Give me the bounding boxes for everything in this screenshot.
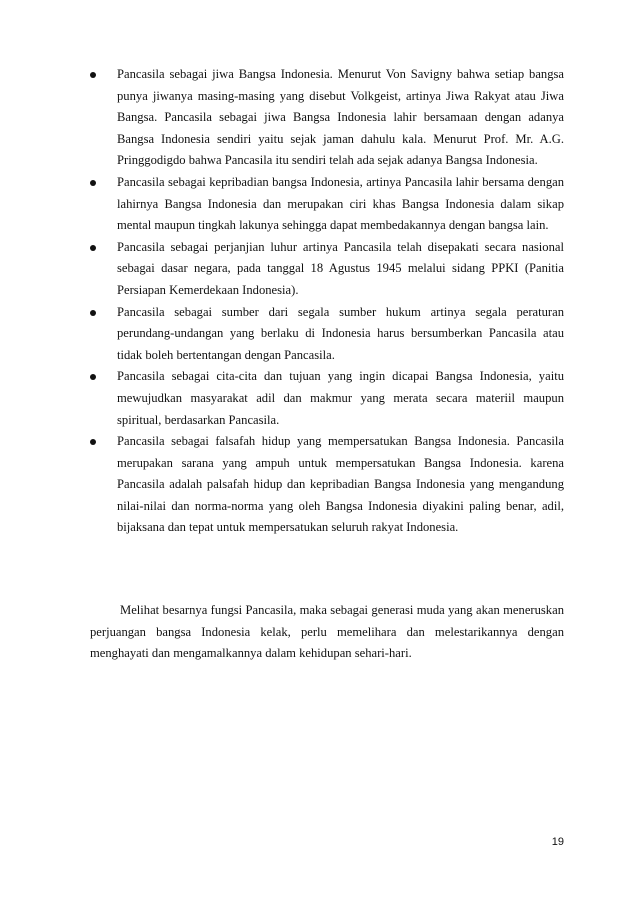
list-item <box>90 302 564 367</box>
bullet-text: Pancasila sebagai cita-cita dan tujuan yang ingin dicapai Bangsa Indonesia, yaitu mewujudkan masyarakat adil dan makmur yang merata secara materiil maupun spiritual, berdasarkan Pancasila. <box>117 369 564 427</box>
bullet-dot-icon <box>90 72 96 78</box>
bullet-dot-icon <box>90 374 96 380</box>
bullet-text: Pancasila sebagai kepribadian bangsa Indonesia, artinya Pancasila lahir bersama dengan lahirnya Bangsa Indonesia dan merupakan ciri khas Bangsa Indonesia dalam sikap mental maupun tingkah lakunya sehingga dapat membedakannya dengan bangsa lain. <box>117 174 564 233</box>
bullet-dot-icon <box>90 310 96 316</box>
bullet-text: Pancasila sebagai jiwa Bangsa Indonesia. Menurut Von Savigny bahwa setiap bangsa punya jiwanya masing-masing yang disebut Volkgeist, artinya Jiwa Rakyat atau Jiwa Bangsa. Pancasila sebagai jiwa Bangsa Indonesia lahir bersamaan dengan adanya Bangsa Indonesia sendiri yaitu sejak jaman dahulu kala. Menurut Prof. Mr. A.G. Pringgodigdo bahwa Pancasila itu sendiri telah ada sejak adanya Bangsa Indonesia. <box>117 67 564 168</box>
bullet-text: Pancasila sebagai falsafah hidup yang mempersatukan Bangsa Indonesia. Pancasila merupakan sarana yang ampuh untuk mempersatukan Bangsa Indonesia. karena Pancasila adalah palsafah hidup dan kepribadian Bangsa Indonesia yang mengandung nilai-nilai dan norma-norma yang oleh Bangsa Indonesia diyakini paling benar, adil, bijaksana dan tepat untuk mempersatukan seluruh rakyat Indonesia. <box>117 434 564 535</box>
bullet-list <box>90 64 564 539</box>
bullet-text: Pancasila sebagai sumber dari segala sumber hukum artinya segala peraturan perundang-undangan yang berlaku di Indonesia harus bersumberkan Pancasila atau tidak boleh bertentangan dengan Pancasila. <box>117 304 564 362</box>
list-item <box>90 172 564 237</box>
list-item <box>90 64 564 172</box>
bullet-dot-icon <box>90 439 96 445</box>
bullet-text: Pancasila sebagai perjanjian luhur artinya Pancasila telah disepakati secara nasional sebagai dasar negara, pada tanggal 18 Agustus 1945 melalui sidang PPKI (Panitia Persiapan Kemerdekaan Indonesia). <box>117 239 564 297</box>
closing-paragraph: Melihat besarnya fungsi Pancasila, maka sebagai generasi muda yang akan meneruskan perjuangan bangsa Indonesia kelak, perlu memelihara dan melestarikannya dengan menghayati dan mengamalkannya dalam kehidupan sehari-hari. <box>90 603 564 661</box>
list-item <box>90 431 564 539</box>
list-item <box>90 366 564 431</box>
bullet-dot-icon <box>90 245 96 251</box>
page-number: 19 <box>551 836 564 848</box>
list-item <box>90 237 564 302</box>
bullet-dot-icon <box>90 180 96 186</box>
